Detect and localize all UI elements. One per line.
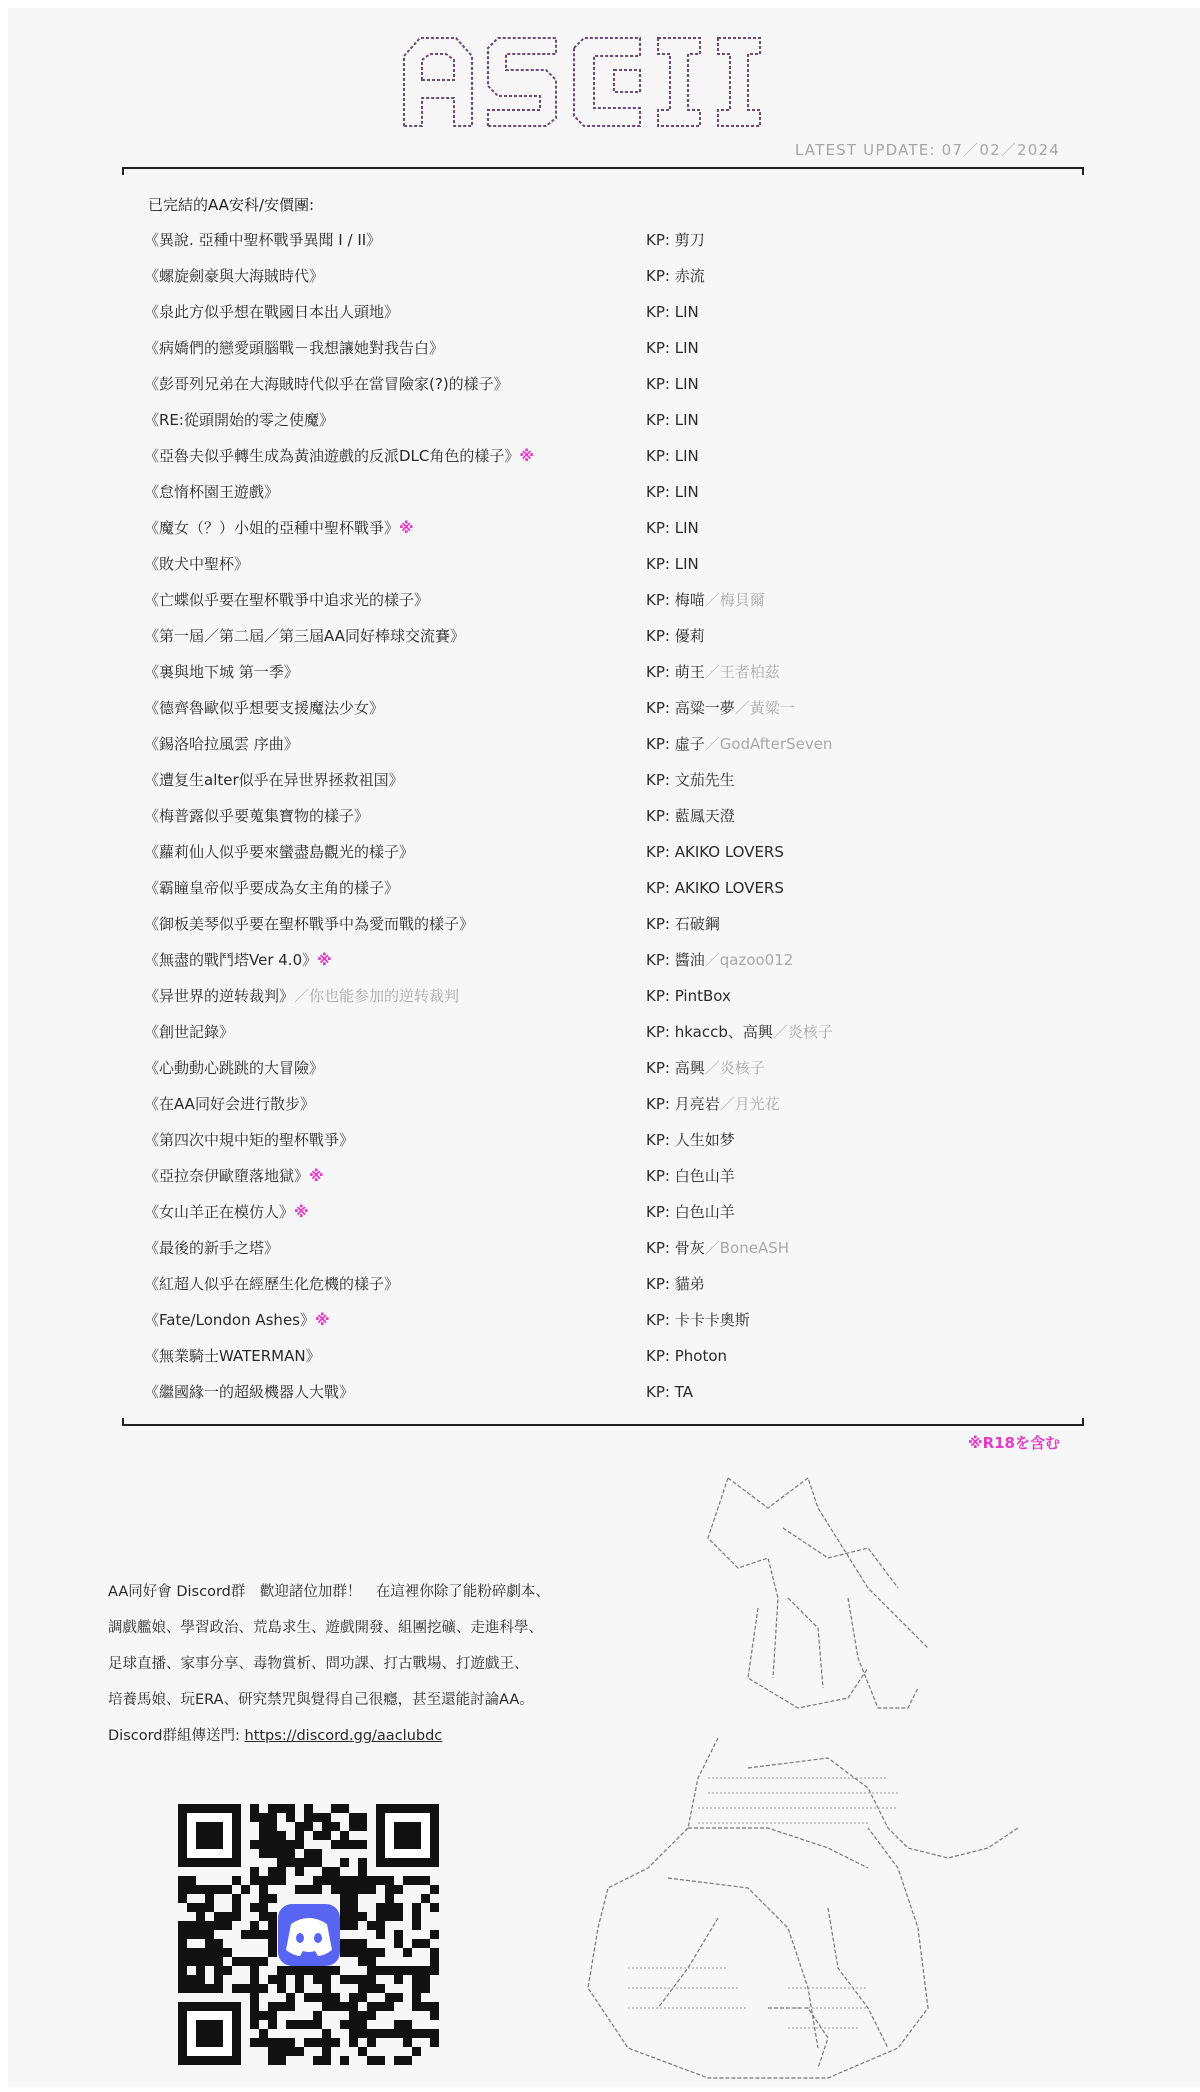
list-item-kp bbox=[646, 370, 699, 398]
kp-prefix: KP: bbox=[646, 627, 675, 645]
list-item-kp bbox=[646, 406, 699, 434]
list-item-title bbox=[144, 298, 399, 326]
kp-name: 赤流 bbox=[674, 267, 705, 285]
discord-qr-code bbox=[178, 1804, 440, 2066]
list-item bbox=[8, 802, 1200, 838]
kp-prefix: KP: bbox=[646, 1275, 675, 1293]
kp-name: PintBox bbox=[674, 987, 731, 1005]
kp-name: 文茄先生 bbox=[674, 771, 735, 789]
latest-update: LATEST UPDATE: 07／02／2024 bbox=[794, 141, 1060, 159]
kp-prefix: KP: bbox=[646, 915, 675, 933]
kp-prefix: KP: bbox=[646, 1095, 675, 1113]
ascii-art-character bbox=[568, 1448, 1068, 2088]
list-item-kp bbox=[646, 910, 720, 938]
kp-name: LIN bbox=[674, 411, 699, 429]
kp-name: 醬油 bbox=[674, 951, 705, 969]
title-text: 《第一屆／第二屆／第三屆AA同好棒球交流賽》 bbox=[144, 627, 465, 645]
list-item-title bbox=[144, 1342, 321, 1370]
kp-name: 高粱一夢 bbox=[674, 699, 735, 717]
title-text: 《繼國緣一的超級機器人大戰》 bbox=[144, 1383, 355, 1401]
qr-code-graphic bbox=[178, 1804, 440, 2066]
list-item-kp bbox=[646, 1234, 789, 1262]
list-item bbox=[8, 1126, 1200, 1162]
list-item-title bbox=[144, 1126, 354, 1154]
list-item-title bbox=[144, 730, 299, 758]
kp-prefix: KP: bbox=[646, 447, 675, 465]
r18-mark: ※ bbox=[399, 519, 414, 537]
kp-prefix: KP: bbox=[646, 375, 675, 393]
title-text: 《錫洛哈拉風雲 序曲》 bbox=[144, 735, 299, 753]
r18-mark: ※ bbox=[314, 1311, 330, 1329]
kp-name: LIN bbox=[674, 375, 699, 393]
title-text: 《德齊魯歐似乎想要支援魔法少女》 bbox=[144, 699, 385, 717]
list-item-title bbox=[144, 478, 279, 506]
discord-text-line: 培養馬娘、玩ERA、研究禁咒與覺得自己很癮，甚至還能討論AA。 bbox=[108, 1692, 534, 1708]
list-item-kp bbox=[646, 1090, 780, 1118]
list-item bbox=[8, 838, 1200, 874]
title-text: 《Fate/London Ashes》 bbox=[144, 1311, 315, 1329]
list-item bbox=[8, 370, 1200, 406]
discord-portal-label: Discord群組傳送門: bbox=[108, 1728, 245, 1744]
discord-text-line: 調戲艦娘、學習政治、荒島求生、遊戲開發、組團挖礦、走進科學、 bbox=[108, 1620, 543, 1636]
list-item bbox=[8, 622, 1200, 658]
list-item-kp bbox=[646, 1054, 765, 1082]
list-item-kp bbox=[646, 478, 699, 506]
kp-name: LIN bbox=[674, 447, 699, 465]
list-item-kp bbox=[646, 1162, 735, 1190]
kp-name: 月亮岩 bbox=[674, 1095, 720, 1113]
kp-name: 骨灰 bbox=[674, 1239, 705, 1257]
list-item bbox=[8, 550, 1200, 586]
kp-name: 優莉 bbox=[674, 627, 705, 645]
kp-prefix: KP: bbox=[646, 879, 675, 897]
list-item bbox=[8, 1018, 1200, 1054]
list-item-kp bbox=[646, 838, 784, 866]
list-item-title bbox=[144, 622, 465, 650]
page bbox=[8, 8, 1200, 2087]
kp-prefix: KP: bbox=[646, 231, 675, 249]
list-item bbox=[8, 478, 1200, 514]
list-item-title bbox=[144, 1054, 324, 1082]
list-item-title bbox=[144, 1378, 354, 1406]
list-item bbox=[8, 298, 1200, 334]
list-item bbox=[8, 946, 1200, 982]
title-text: 《裏與地下城 第一季》 bbox=[144, 663, 299, 681]
list-item-title bbox=[144, 370, 509, 398]
list-item bbox=[8, 766, 1200, 802]
list-item-kp bbox=[646, 946, 793, 974]
list-item-kp bbox=[646, 1198, 735, 1226]
title-text: 《紅超人似乎在經歷生化危機的樣子》 bbox=[144, 1275, 400, 1293]
kp-prefix: KP: bbox=[646, 1059, 675, 1077]
kp-name: 剪刀 bbox=[674, 231, 705, 249]
list-item-kp bbox=[646, 802, 735, 830]
list-item-kp bbox=[646, 658, 780, 686]
discord-text-line: 足球直播、家事分享、毒物賞析、問功課、打古戰場、打遊戲王、 bbox=[108, 1656, 529, 1672]
r18-note: ※R18を含む bbox=[967, 1434, 1060, 1452]
list-heading: 已完結的AA安科/安價團: bbox=[148, 196, 315, 214]
r18-mark: ※ bbox=[309, 1167, 324, 1185]
title-text: 《蘿莉仙人似乎要來蠻盡島觀光的樣子》 bbox=[144, 843, 415, 861]
title-text: 《病嬌們的戀愛頭腦戰－我想讓她對我告白》 bbox=[144, 339, 445, 357]
list-item-kp bbox=[646, 622, 705, 650]
list-item-title bbox=[144, 874, 399, 902]
list-item-kp bbox=[646, 982, 731, 1010]
kp-alias: ／qazoo012 bbox=[704, 951, 794, 969]
list-item bbox=[8, 1306, 1200, 1342]
kp-prefix: KP: bbox=[646, 519, 675, 537]
list-item-title bbox=[144, 946, 332, 974]
kp-prefix: KP: bbox=[646, 555, 675, 573]
kp-prefix: KP: bbox=[646, 807, 675, 825]
list-item-kp bbox=[646, 334, 699, 362]
list-item-kp bbox=[646, 694, 795, 722]
title-text: 《女山羊正在模仿人》 bbox=[144, 1203, 295, 1221]
kp-alias: ／BoneASH bbox=[704, 1239, 789, 1257]
kp-name: 白色山羊 bbox=[674, 1203, 735, 1221]
list-item-title bbox=[144, 550, 249, 578]
kp-name: LIN bbox=[674, 519, 699, 537]
kp-name: 萌王 bbox=[674, 663, 705, 681]
title-text: 《霸瞳皇帝似乎要成為女主角的樣子》 bbox=[144, 879, 400, 897]
title-text: 《第四次中規中矩的聖杯戰爭》 bbox=[144, 1131, 355, 1149]
list-item bbox=[8, 1234, 1200, 1270]
kp-prefix: KP: bbox=[646, 699, 675, 717]
list-item bbox=[8, 406, 1200, 442]
discord-text-line: AA同好會 Discord群 歡迎諸位加群！ 在這裡你除了能粉碎劇本、 bbox=[108, 1584, 550, 1600]
list-item-title bbox=[144, 406, 334, 434]
title-text: 《异世界的逆转裁判》 bbox=[144, 987, 295, 1005]
list-item bbox=[8, 730, 1200, 766]
kp-prefix: KP: bbox=[646, 735, 675, 753]
kp-name: 人生如梦 bbox=[674, 1131, 735, 1149]
kp-prefix: KP: bbox=[646, 771, 675, 789]
kp-name: LIN bbox=[674, 555, 699, 573]
kp-prefix: KP: bbox=[646, 483, 675, 501]
list-item-kp bbox=[646, 1126, 735, 1154]
list-item-kp bbox=[646, 1378, 693, 1406]
list-item bbox=[8, 1378, 1200, 1414]
kp-prefix: KP: bbox=[646, 591, 675, 609]
title-subtitle: ／你也能参加的逆转裁判 bbox=[294, 987, 460, 1005]
title-text: 《亞拉奈伊歐墮落地獄》 bbox=[144, 1167, 310, 1185]
list-item-kp bbox=[646, 1306, 750, 1334]
title-text: 《亞魯夫似乎轉生成為黃油遊戲的反派DLC角色的樣子》 bbox=[144, 447, 520, 465]
list-item-title bbox=[144, 1090, 315, 1118]
title-text: 《異說. 亞種中聖杯戰爭異聞 I / II》 bbox=[144, 231, 382, 249]
kp-prefix: KP: bbox=[646, 1131, 675, 1149]
list-frame-top bbox=[122, 167, 1084, 175]
kp-alias: ／炎核子 bbox=[772, 1023, 833, 1041]
list-item bbox=[8, 874, 1200, 910]
list-item-title bbox=[144, 1270, 399, 1298]
list-item-title bbox=[144, 982, 459, 1010]
title-text: 《最後的新手之塔》 bbox=[144, 1239, 280, 1257]
list-item bbox=[8, 910, 1200, 946]
list-item bbox=[8, 658, 1200, 694]
ascii-logo bbox=[400, 26, 800, 146]
kp-name: 高興 bbox=[674, 1059, 705, 1077]
list-item-kp bbox=[646, 766, 735, 794]
kp-name: LIN bbox=[674, 303, 699, 321]
kp-prefix: KP: bbox=[646, 663, 675, 681]
list-item bbox=[8, 514, 1200, 550]
list-item-kp bbox=[646, 226, 705, 254]
kp-alias: ／炎核子 bbox=[704, 1059, 765, 1077]
list-item bbox=[8, 226, 1200, 262]
list-item-kp bbox=[646, 298, 699, 326]
list-item bbox=[8, 1342, 1200, 1378]
kp-name: LIN bbox=[674, 339, 699, 357]
title-text: 《彭哥列兄弟在大海賊時代似乎在當冒險家(?)的樣子》 bbox=[144, 375, 509, 393]
kp-name: AKIKO LOVERS bbox=[674, 879, 784, 897]
list-item bbox=[8, 1162, 1200, 1198]
kp-name: 貓弟 bbox=[674, 1275, 705, 1293]
discord-invite-link[interactable]: https://discord.gg/aaclubdc bbox=[244, 1728, 443, 1744]
list-item-kp bbox=[646, 262, 705, 290]
kp-prefix: KP: bbox=[646, 1167, 675, 1185]
kp-prefix: KP: bbox=[646, 1347, 675, 1365]
list-item-title bbox=[144, 838, 414, 866]
kp-name: 白色山羊 bbox=[674, 1167, 735, 1185]
list-item-title bbox=[144, 586, 429, 614]
list-item bbox=[8, 1270, 1200, 1306]
kp-prefix: KP: bbox=[646, 1203, 675, 1221]
title-text: 《泉此方似乎想在戰國日本出人頭地》 bbox=[144, 303, 400, 321]
list-item-kp bbox=[646, 874, 784, 902]
list-item bbox=[8, 982, 1200, 1018]
kp-prefix: KP: bbox=[646, 1239, 675, 1257]
title-text: 《梅普露似乎要蒐集寶物的樣子》 bbox=[144, 807, 370, 825]
kp-name: TA bbox=[674, 1383, 693, 1401]
list-item bbox=[8, 1054, 1200, 1090]
title-text: 《怠惰杯園王遊戲》 bbox=[144, 483, 280, 501]
list-item-kp bbox=[646, 586, 765, 614]
kp-prefix: KP: bbox=[646, 1023, 675, 1041]
title-text: 《螺旋劍豪與大海賊時代》 bbox=[144, 267, 325, 285]
list-item bbox=[8, 694, 1200, 730]
kp-alias: ／王者柏茲 bbox=[704, 663, 780, 681]
kp-name: hkaccb、高興 bbox=[674, 1023, 773, 1041]
list-item-title bbox=[144, 514, 414, 542]
list-item-title bbox=[144, 658, 299, 686]
kp-name: Photon bbox=[674, 1347, 728, 1365]
ascii-art-graphic bbox=[568, 1448, 1068, 2088]
list-item-title bbox=[144, 910, 474, 938]
list-item-kp bbox=[646, 730, 832, 758]
list-item-title bbox=[144, 1162, 324, 1190]
kp-name: 虛子 bbox=[674, 735, 705, 753]
list-item bbox=[8, 1198, 1200, 1234]
kp-alias: ／黃粱一 bbox=[734, 699, 795, 717]
list-item-title bbox=[144, 1018, 234, 1046]
kp-name: 藍鳳天澄 bbox=[674, 807, 735, 825]
kp-prefix: KP: bbox=[646, 411, 675, 429]
list-item-kp bbox=[646, 442, 699, 470]
list-item bbox=[8, 334, 1200, 370]
kp-alias: ／GodAfterSeven bbox=[704, 735, 833, 753]
list-item bbox=[8, 586, 1200, 622]
list-item-kp bbox=[646, 1270, 705, 1298]
kp-prefix: KP: bbox=[646, 303, 675, 321]
kp-name: 石破鋼 bbox=[674, 915, 720, 933]
r18-mark: ※ bbox=[519, 447, 534, 465]
list-frame-bottom bbox=[122, 1418, 1084, 1426]
title-text: 《無盡的戰鬥塔Ver 4.0》 bbox=[144, 951, 318, 969]
title-text: 《無業騎士WATERMAN》 bbox=[144, 1347, 321, 1365]
list-item bbox=[8, 1090, 1200, 1126]
discord-logo-icon bbox=[278, 1904, 340, 1966]
title-text: 《在AA同好会进行散步》 bbox=[144, 1095, 315, 1113]
list-item-title bbox=[144, 226, 381, 254]
kp-alias: ／梅貝爾 bbox=[704, 591, 765, 609]
list-item-title bbox=[144, 1234, 279, 1262]
kp-prefix: KP: bbox=[646, 1383, 675, 1401]
list-item bbox=[8, 442, 1200, 478]
kp-prefix: KP: bbox=[646, 951, 675, 969]
kp-prefix: KP: bbox=[646, 843, 675, 861]
title-text: 《RE:從頭開始的零之使魔》 bbox=[144, 411, 334, 429]
list-item-kp bbox=[646, 550, 699, 578]
list-item-kp bbox=[646, 514, 699, 542]
kp-prefix: KP: bbox=[646, 339, 675, 357]
kp-prefix: KP: bbox=[646, 987, 675, 1005]
kp-name: AKIKO LOVERS bbox=[674, 843, 784, 861]
kp-prefix: KP: bbox=[646, 1311, 675, 1329]
r18-mark: ※ bbox=[294, 1203, 309, 1221]
list-item-title bbox=[144, 262, 324, 290]
r18-mark: ※ bbox=[317, 951, 332, 969]
title-text: 《亡蝶似乎要在聖杯戰爭中追求光的樣子》 bbox=[144, 591, 430, 609]
kp-name: 卡卡卡奧斯 bbox=[674, 1311, 750, 1329]
list-item-kp bbox=[646, 1342, 727, 1370]
list-item-title bbox=[144, 694, 384, 722]
list-item-kp bbox=[646, 1018, 833, 1046]
list-item-title bbox=[144, 334, 444, 362]
list-item-title bbox=[144, 1306, 330, 1334]
title-text: 《魔女（？）小姐的亞種中聖杯戰爭》 bbox=[144, 519, 400, 537]
kp-alias: ／月光花 bbox=[719, 1095, 780, 1113]
kp-prefix: KP: bbox=[646, 267, 675, 285]
ascii-logo-graphic bbox=[400, 26, 800, 136]
list-item-title bbox=[144, 802, 369, 830]
title-text: 《心動動心跳跳的大冒險》 bbox=[144, 1059, 325, 1077]
title-text: 《創世記錄》 bbox=[144, 1023, 235, 1041]
title-text: 《遭复生alter似乎在异世界拯救祖国》 bbox=[144, 771, 404, 789]
kp-name: 梅喵 bbox=[674, 591, 705, 609]
list-item-title bbox=[144, 766, 404, 794]
list-item-title bbox=[144, 1198, 309, 1226]
title-text: 《敗犬中聖杯》 bbox=[144, 555, 250, 573]
kp-name: LIN bbox=[674, 483, 699, 501]
list-item-title bbox=[144, 442, 534, 470]
title-text: 《御板美琴似乎要在聖杯戰爭中為愛而戰的樣子》 bbox=[144, 915, 475, 933]
list-item bbox=[8, 262, 1200, 298]
